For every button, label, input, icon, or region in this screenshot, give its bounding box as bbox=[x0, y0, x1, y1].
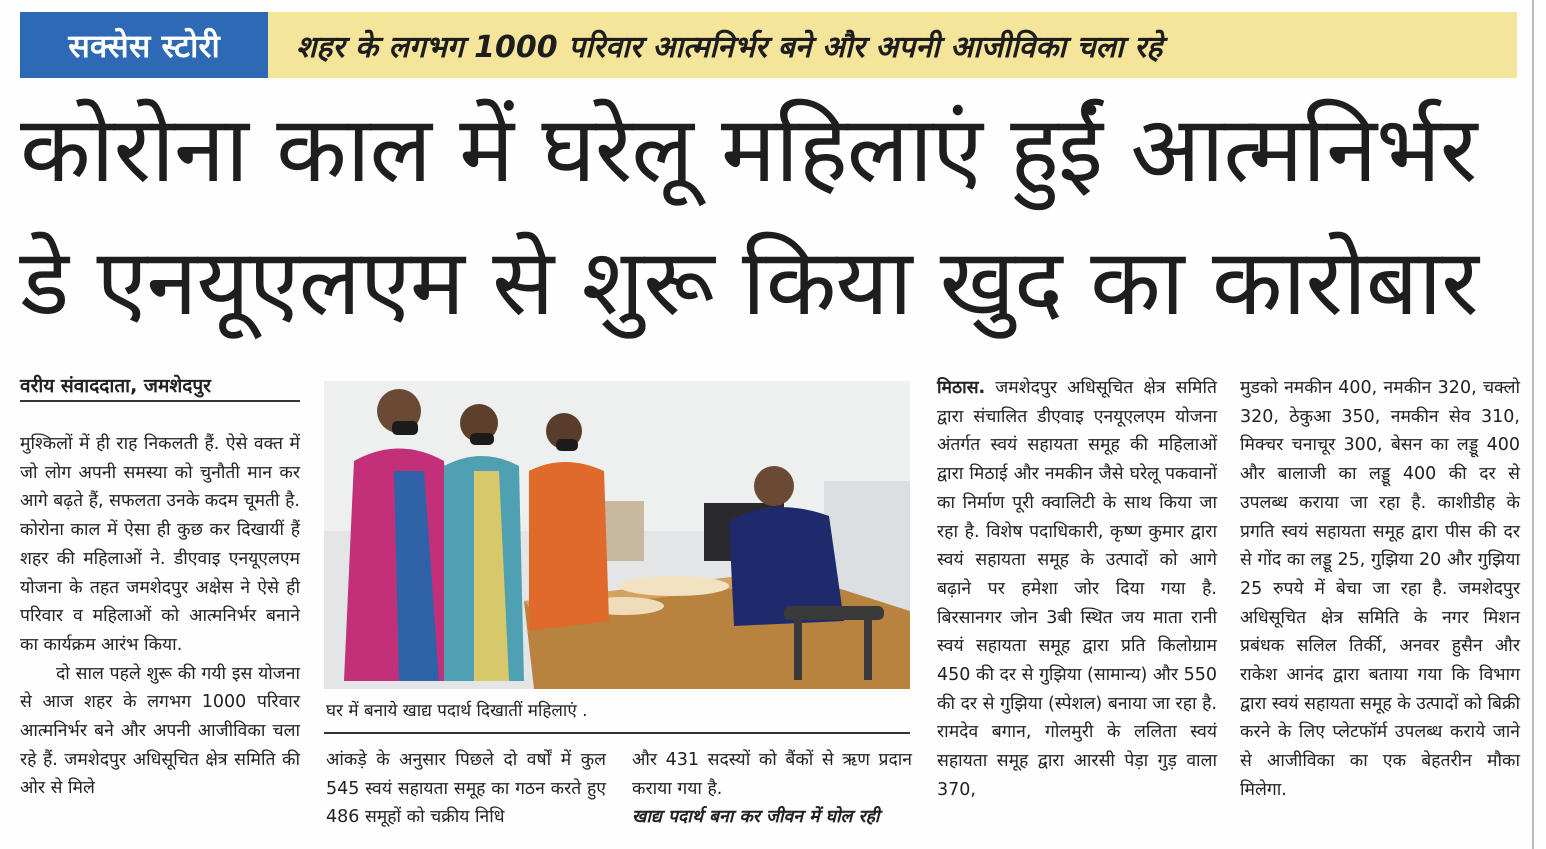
page-edge-line bbox=[1532, 0, 1534, 849]
article-column-2 bbox=[326, 746, 606, 832]
divider bbox=[324, 732, 910, 734]
photo-caption: घर में बनाये खाद्य पदार्थ दिखातीं महिलाएं . bbox=[326, 701, 588, 721]
subheading: खाद्य पदार्थ बना कर जीवन में घोल रही bbox=[632, 807, 880, 828]
strap-headline: शहर के लगभग 1000 परिवार आत्मनिर्भर बने और अपनी आजीविका चला रहे bbox=[296, 29, 1163, 65]
article-column-3 bbox=[632, 746, 912, 832]
paragraph: मुश्किलों में ही राह निकलती हैं. ऐसे वक्त में जो लोग अपनी समस्या को चुनौती मान कर आगे बढ़ते हैं, सफलता उनके कदम चूमती है. कोरोना काल में ऐसा ही कुछ कर दिखायीं हैं शहर की महिलाओं ने. डीएवाइ एनयूएलएम योजना के तहत जमशेदपुर अक्षेस ने ऐसे ही परिवार व महिलाओं को आत्मनिर्भर बनाने का कार्यक्रम आरंभ किया. bbox=[20, 434, 300, 655]
photo-illustration bbox=[324, 381, 910, 689]
main-headline-line1: कोरोना काल में घरेलू महिलाएं हुईं आत्मनिर्भर bbox=[20, 96, 1477, 203]
paragraph: दो साल पहले शुरू की गयी इस योजना से आज शहर के लगभग 1000 परिवार आत्मनिर्भर बने और अपनी आजीविका चला रहे हैं. जमशेदपुर अधिसूचित क्षेत्र समिति की ओर से मिले bbox=[20, 663, 300, 799]
paragraph-text: जमशेदपुर अधिसूचित क्षेत्र समिति द्वारा संचालित डीएवाइ एनयूएलएम योजना अंतर्गत स्वयं सहायता समूह की महिलाओं द्वारा मिठाई और नमकीन जैसे घरेलू पकवानों का निर्माण पूरी क्वालिटी के साथ किया जा रहा है. विशेष पदाधिकारी, कृष्ण कुमार द्वारा स्वयं सहायता समूह के उत्पादों को आगे बढ़ाने पर हमेशा जोर दिया गया है. बिरसानगर जोन 3बी स्थित जय माता रानी स्वयं सहायता समूह द्वारा प्रति किलोग्राम 450 की दर से गुझिया (सामान्य) और 550 की दर से गुझिया (स्पेशल) बनाया जा रहा है. रामदेव बगान, गोलमुरी के ललिता स्वयं सहायता समूह द्वारा आरसी पेड़ा गुड़ वाला 370, bbox=[937, 378, 1217, 800]
article-column-4 bbox=[937, 374, 1217, 805]
lead-word: मिठास. bbox=[937, 378, 986, 398]
paragraph: मुडको नमकीन 400, नमकीन 320, चक्लो 320, ठेकुआ 350, नमकीन सेव 310, मिक्चर चनाचूर 300, बेसन का लड्डू 400 और बालाजी का लड्डू 400 की दर से उपलब्ध कराया जा रहा है. काशीडीह के प्रगति स्वयं सहायता समूह द्वारा पीस की दर से गोंद का लड्डू 25, गुझिया 20 और गुझिया 25 रुपये में बेचा जा रहा है. जमशेदपुर अधिसूचित क्षेत्र समिति के नगर मिशन प्रबंधक सलिल तिर्की, अनवर हुसैन और राकेश आनंद द्वारा बताया गया कि विभाग द्वारा स्वयं सहायता समूह के उत्पादों को बिक्री करने के लिए प्लेटफॉर्म उपलब्ध कराये जाने से आजीविका का एक बेहतरीन मौका मिलेगा. bbox=[1240, 378, 1520, 800]
byline: वरीय संवाददाता, जमशेदपुर bbox=[20, 372, 300, 402]
paragraph: आंकड़े के अनुसार पिछले दो वर्षों में कुल 545 स्वयं सहायता समूह का गठन करते हुए 486 समूहों को चक्रीय निधि bbox=[326, 750, 606, 828]
paragraph bbox=[937, 374, 1217, 805]
article-column-1 bbox=[20, 430, 300, 803]
main-headline-line2: डे एनयूएलएम से शुरू किया खुद का कारोबार bbox=[20, 229, 1478, 336]
article-column-5 bbox=[1240, 374, 1520, 805]
news-photo bbox=[324, 381, 910, 689]
paragraph: और 431 सदस्यों को बैंकों से ऋण प्रदान कराया गया है. bbox=[632, 750, 912, 799]
section-tag: सक्सेस स्टोरी bbox=[20, 12, 268, 78]
